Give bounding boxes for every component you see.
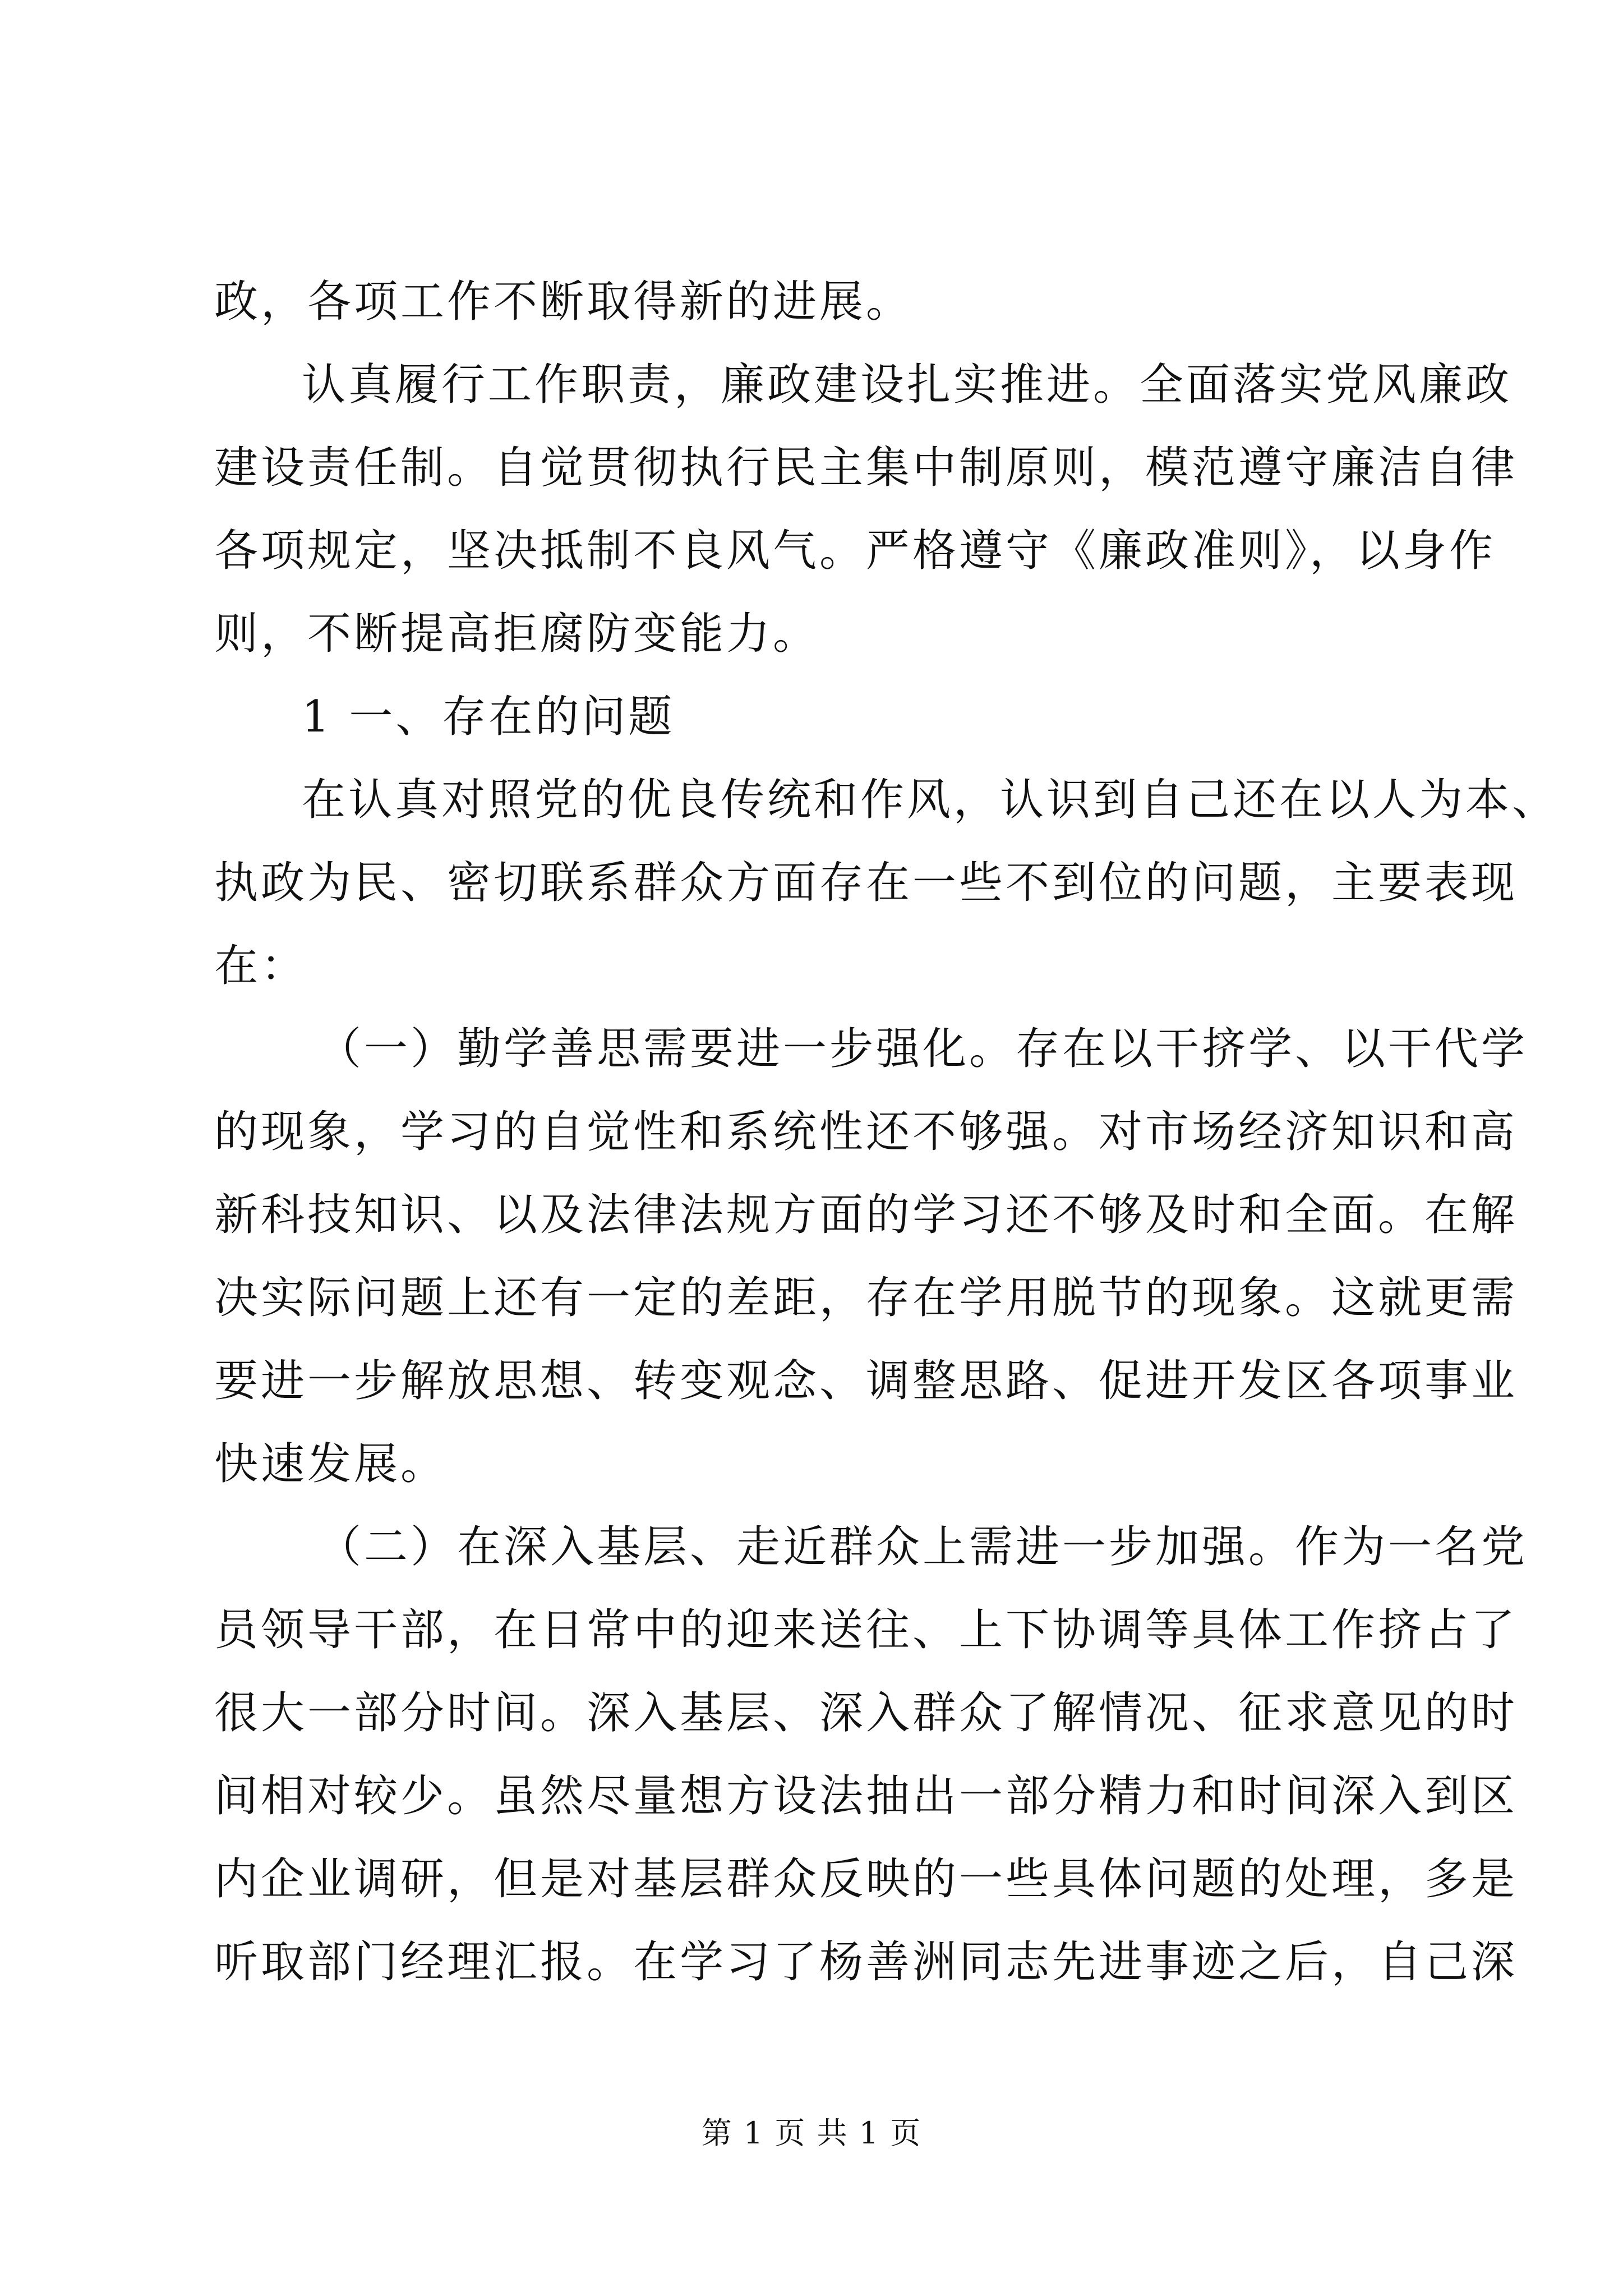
text-line: 在认真对照党的优良传统和作风，认识到自己还在以人为本、 — [302, 775, 1559, 825]
text-line: 则，不断提高拒腐防变能力。 — [214, 609, 820, 659]
text-line: 听取部门经理汇报。在学习了杨善洲同志先进事迹之后，自己深 — [214, 1937, 1518, 1987]
section-heading: 1 一、存在的问题 — [302, 692, 675, 742]
text-line: 要进一步解放思想、转变观念、调整思路、促进开发区各项事业 — [214, 1356, 1518, 1406]
text-line: 认真履行工作职责，廉政建设扎实推进。全面落实党风廉政 — [302, 360, 1513, 410]
text-line: 的现象，学习的自觉性和系统性还不够强。对市场经济知识和高 — [214, 1107, 1518, 1157]
text-line: 内企业调研，但是对基层群众反映的一些具体问题的处理，多是 — [214, 1854, 1518, 1904]
page-footer: 第 1 页 共 1 页 — [701, 2115, 922, 2151]
text-line: 政，各项工作不断取得新的进展。 — [214, 277, 913, 327]
text-line: 建设责任制。自觉贯彻执行民主集中制原则，模范遵守廉洁自律 — [214, 443, 1518, 493]
text-line: 间相对较少。虽然尽量想方设法抽出一部分精力和时间深入到区 — [214, 1771, 1518, 1821]
text-line: 很大一部分时间。深入基层、深入群众了解情况、征求意见的时 — [214, 1688, 1518, 1738]
text-line: （二）在深入基层、走近群众上需进一步加强。作为一名党 — [317, 1522, 1528, 1572]
text-line: 新科技知识、以及法律法规方面的学习还不够及时和全面。在解 — [214, 1190, 1518, 1240]
text-line: 员领导干部，在日常中的迎来送往、上下协调等具体工作挤占了 — [214, 1605, 1518, 1655]
text-line: 快速发展。 — [214, 1439, 448, 1489]
text-line: 执政为民、密切联系群众方面存在一些不到位的问题，主要表现 — [214, 858, 1518, 908]
text-line: 各项规定，坚决抵制不良风气。严格遵守《廉政准则》，以身作 — [214, 526, 1496, 576]
text-line: 决实际问题上还有一定的差距，存在学用脱节的现象。这就更需 — [214, 1273, 1518, 1323]
text-line: 在： — [214, 941, 308, 991]
text-line: （一）勤学善思需要进一步强化。存在以干挤学、以干代学 — [317, 1024, 1528, 1074]
